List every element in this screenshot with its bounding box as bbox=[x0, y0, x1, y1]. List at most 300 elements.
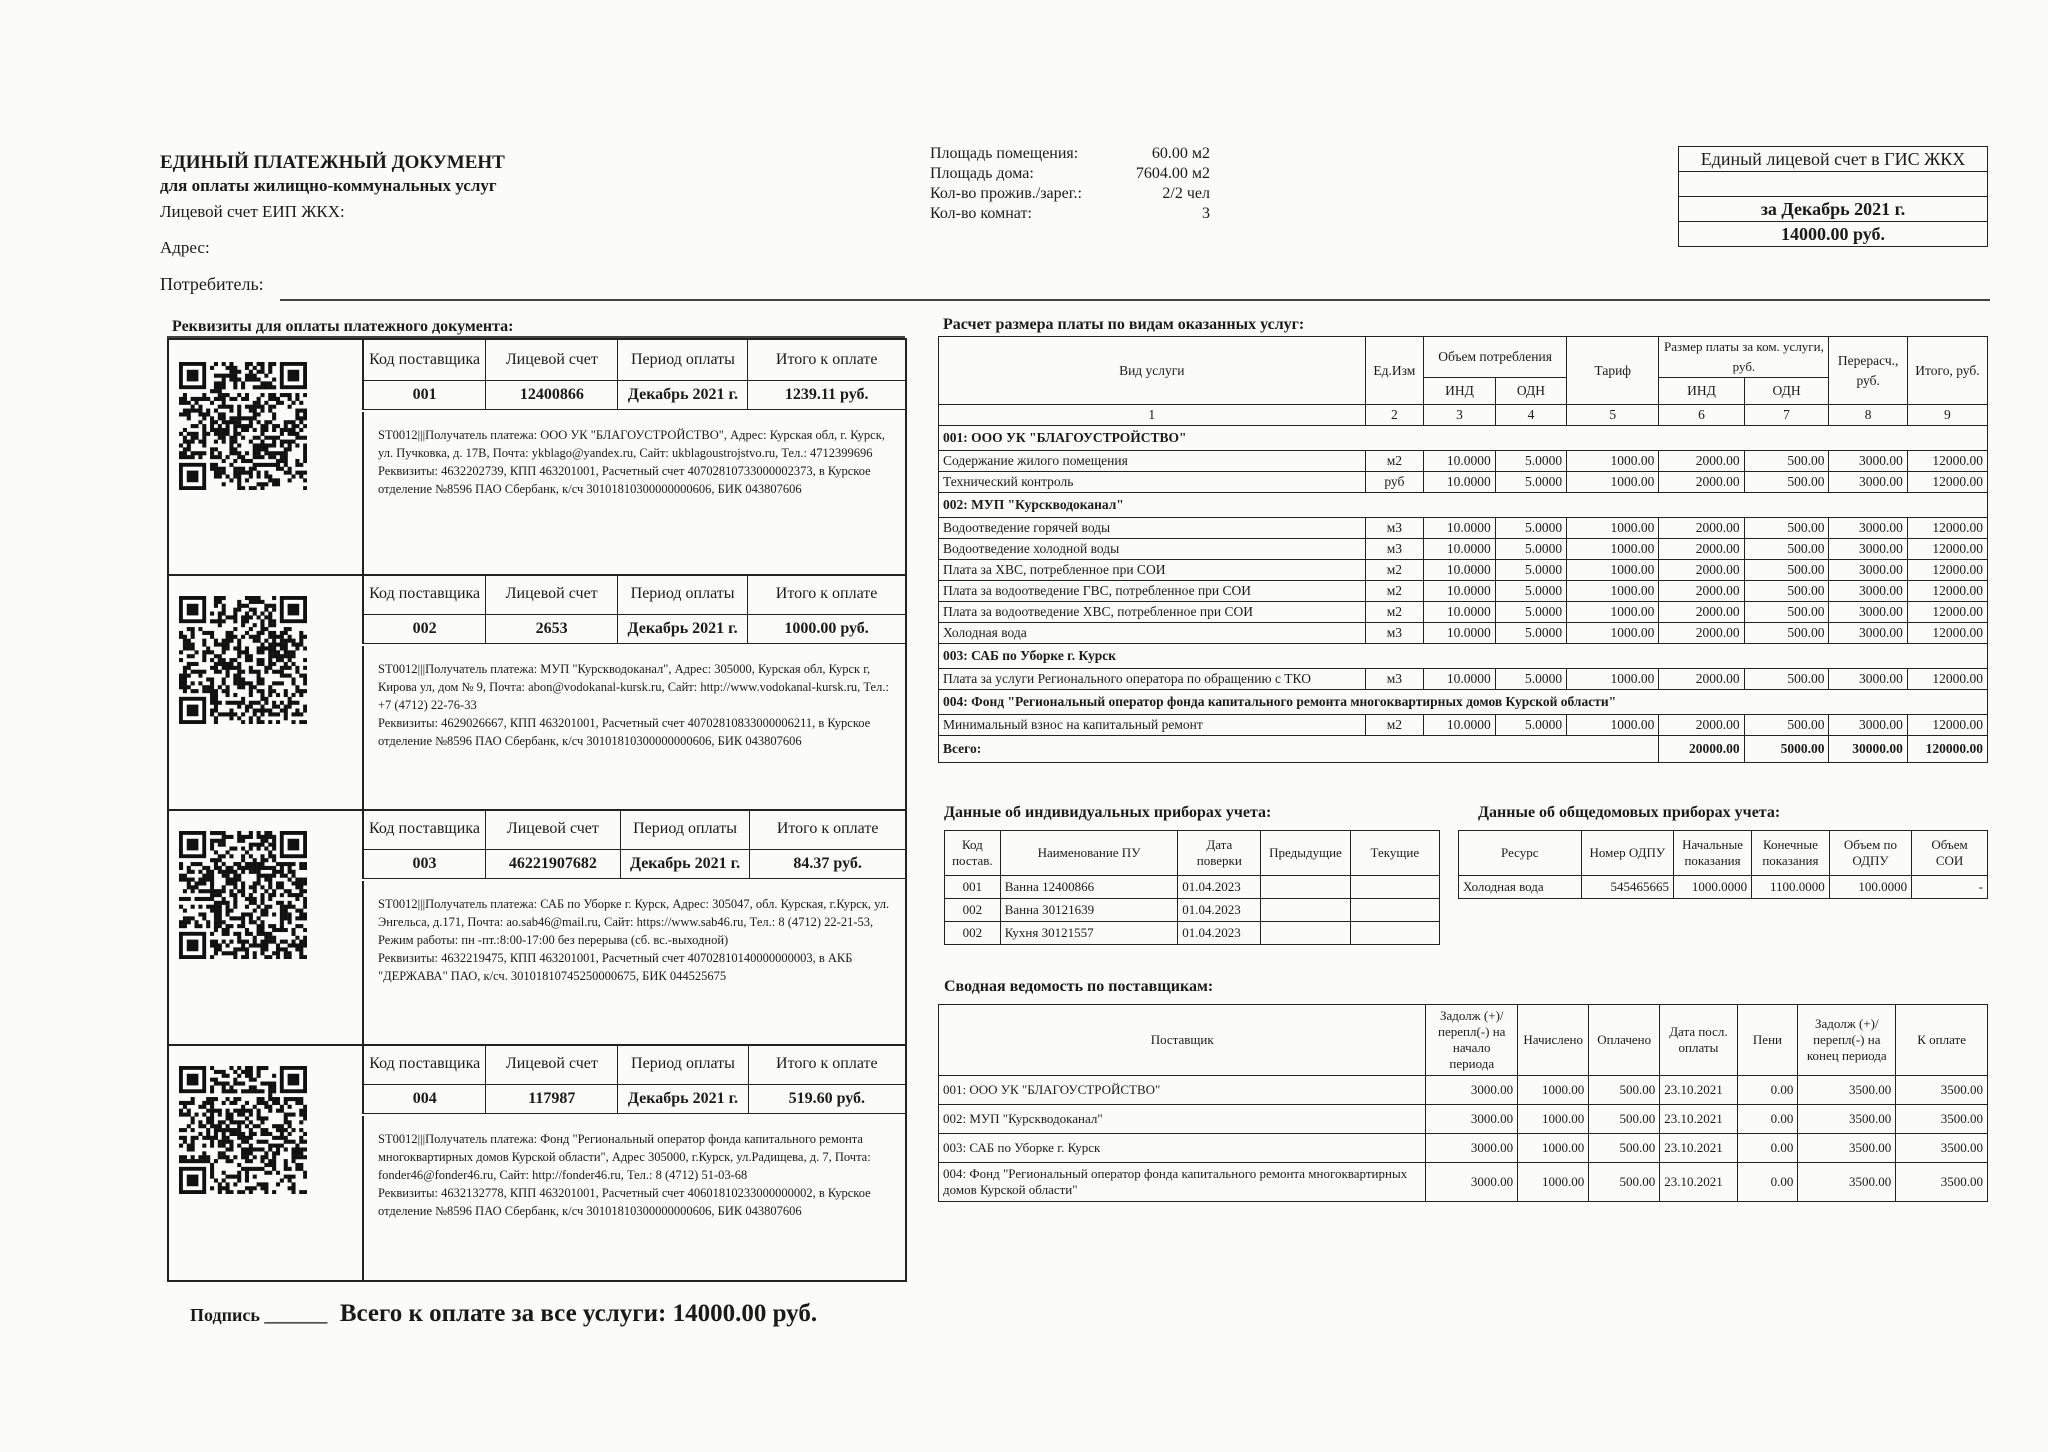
payment-period: Декабрь 2021 г. bbox=[618, 615, 748, 644]
service-cell: 12000.00 bbox=[1907, 518, 1987, 539]
payment-block-header bbox=[362, 340, 905, 410]
service-cell: 2000.00 bbox=[1659, 623, 1744, 644]
account-label: Лицевой счет ЕИП ЖКХ: bbox=[160, 202, 345, 221]
payment-value-row bbox=[363, 1085, 905, 1114]
service-cell: 12000.00 bbox=[1907, 560, 1987, 581]
service-cell: 10.0000 bbox=[1424, 669, 1496, 690]
payment-block-header bbox=[362, 574, 905, 644]
document-title: ЕДИНЫЙ ПЛАТЕЖНЫЙ ДОКУМЕНТ bbox=[160, 152, 505, 173]
col-number: 8 bbox=[1829, 405, 1907, 426]
service-cell: 500.00 bbox=[1744, 715, 1829, 736]
service-row bbox=[939, 472, 1988, 493]
service-row bbox=[939, 539, 1988, 560]
service-cell: Плата за услуги Регионального оператора по обращению с ТКО bbox=[939, 669, 1366, 690]
payment-block bbox=[169, 809, 905, 1046]
premises-value: 3 bbox=[1202, 205, 1210, 222]
th-recalc: Перерасч., руб. bbox=[1829, 337, 1907, 405]
service-cell: 500.00 bbox=[1744, 602, 1829, 623]
service-cell: Холодная вода bbox=[939, 623, 1366, 644]
service-cell: м3 bbox=[1365, 518, 1423, 539]
odpu-cell: 1100.0000 bbox=[1752, 876, 1830, 899]
payment-recipient-info bbox=[362, 412, 905, 574]
service-cell: 12000.00 bbox=[1907, 581, 1987, 602]
service-cell: 3000.00 bbox=[1829, 715, 1907, 736]
summary-cell: 3500.00 bbox=[1896, 1134, 1988, 1163]
service-cell: 500.00 bbox=[1744, 451, 1829, 472]
summary-cell: 23.10.2021 bbox=[1660, 1105, 1737, 1134]
payment-col-header: Лицевой счет bbox=[485, 809, 620, 850]
premises-value: 2/2 чел bbox=[1162, 185, 1210, 202]
premises-value: 7604.00 м2 bbox=[1135, 165, 1210, 182]
payment-col-header: Период оплаты bbox=[618, 574, 748, 615]
summary-cell: 500.00 bbox=[1589, 1134, 1660, 1163]
service-cell: 10.0000 bbox=[1424, 472, 1496, 493]
service-cell: 3000.00 bbox=[1829, 669, 1907, 690]
payment-block-header bbox=[362, 809, 905, 879]
payment-col-header: Итого к оплате bbox=[748, 574, 905, 615]
th-supplier: Поставщик bbox=[939, 1005, 1426, 1076]
document-subtitle: для оплаты жилищно-коммунальных услуг bbox=[160, 176, 497, 195]
payment-block-table bbox=[362, 574, 905, 644]
summary-cell: 0.00 bbox=[1737, 1163, 1798, 1202]
service-row bbox=[939, 669, 1988, 690]
th-odn: ОДН bbox=[1744, 378, 1829, 405]
th-service: Вид услуги bbox=[939, 337, 1366, 405]
service-cell: 12000.00 bbox=[1907, 451, 1987, 472]
payment-code: 001 bbox=[363, 381, 486, 410]
payment-value-row bbox=[363, 381, 905, 410]
service-cell: 2000.00 bbox=[1659, 539, 1744, 560]
service-group-name: 002: МУП "Курскводоканал" bbox=[939, 493, 1988, 518]
th-soi-volume: Объем СОИ bbox=[1912, 831, 1988, 876]
service-cell: 500.00 bbox=[1744, 472, 1829, 493]
th-volume: Объем потребления bbox=[1424, 337, 1567, 378]
summary-cell: 500.00 bbox=[1589, 1163, 1660, 1202]
premises-row bbox=[930, 184, 1210, 204]
service-cell: 5.0000 bbox=[1495, 623, 1566, 644]
col-number: 3 bbox=[1424, 405, 1496, 426]
service-group-row bbox=[939, 426, 1988, 451]
summary-cell: 23.10.2021 bbox=[1660, 1076, 1737, 1105]
service-cell: 500.00 bbox=[1744, 623, 1829, 644]
meter-cell: 002 bbox=[945, 922, 1001, 945]
service-cell: 10.0000 bbox=[1424, 451, 1496, 472]
premises-row bbox=[930, 144, 1210, 164]
service-cell: м2 bbox=[1365, 581, 1423, 602]
service-cell: 12000.00 bbox=[1907, 539, 1987, 560]
service-cell: 10.0000 bbox=[1424, 518, 1496, 539]
service-cell: м3 bbox=[1365, 623, 1423, 644]
footer bbox=[190, 1300, 817, 1328]
th-paid: Оплачено bbox=[1589, 1005, 1660, 1076]
payment-col-header: Код поставщика bbox=[363, 809, 485, 850]
summary-cell: 0.00 bbox=[1737, 1134, 1798, 1163]
meter-cell bbox=[1350, 899, 1439, 922]
summary-row bbox=[939, 1076, 1988, 1105]
odpu-cell: 1000.0000 bbox=[1673, 876, 1751, 899]
meter-cell: Ванна 12400866 bbox=[1000, 876, 1178, 899]
meter-cell bbox=[1261, 922, 1350, 945]
summary-cell: 3500.00 bbox=[1798, 1105, 1896, 1134]
service-cell: 12000.00 bbox=[1907, 669, 1987, 690]
payment-col-header: Лицевой счет bbox=[486, 340, 618, 381]
service-cell: 2000.00 bbox=[1659, 451, 1744, 472]
payment-account: 12400866 bbox=[486, 381, 618, 410]
summary-cell: 0.00 bbox=[1737, 1076, 1798, 1105]
signature-label: Подпись bbox=[190, 1305, 260, 1325]
service-group-name: 001: ООО УК "БЛАГОУСТРОЙСТВО" bbox=[939, 426, 1988, 451]
summary-row bbox=[939, 1134, 1988, 1163]
service-cell: Водоотведение горячей воды bbox=[939, 518, 1366, 539]
payment-recipient-info bbox=[362, 1116, 905, 1280]
premises-row bbox=[930, 164, 1210, 184]
service-cell: 1000.00 bbox=[1567, 623, 1659, 644]
summary-cell: 3000.00 bbox=[1426, 1163, 1518, 1202]
meter-cell bbox=[1350, 876, 1439, 899]
col-number-row bbox=[939, 405, 1988, 426]
premises-label: Площадь дома: bbox=[930, 165, 1034, 182]
payment-col-header: Код поставщика bbox=[363, 574, 486, 615]
th-meter-cur: Текущие bbox=[1350, 831, 1439, 876]
service-cell: 5.0000 bbox=[1495, 472, 1566, 493]
service-row bbox=[939, 623, 1988, 644]
service-cell: 1000.00 bbox=[1567, 715, 1659, 736]
signature-line: _______ bbox=[264, 1305, 328, 1325]
summary-cell: 3500.00 bbox=[1798, 1163, 1896, 1202]
summary-row bbox=[939, 1105, 1988, 1134]
service-cell: м2 bbox=[1365, 715, 1423, 736]
gis-period: за Декабрь 2021 г. bbox=[1679, 197, 1987, 222]
th-start-reading: Начальные показания bbox=[1673, 831, 1751, 876]
service-cell: 3000.00 bbox=[1829, 623, 1907, 644]
service-cell: м3 bbox=[1365, 539, 1423, 560]
summary-cell: 1000.00 bbox=[1518, 1105, 1589, 1134]
service-cell: 1000.00 bbox=[1567, 539, 1659, 560]
service-cell: 3000.00 bbox=[1829, 560, 1907, 581]
meter-cell: 01.04.2023 bbox=[1178, 876, 1261, 899]
service-row bbox=[939, 602, 1988, 623]
service-cell: Плата за ХВС, потребленное при СОИ bbox=[939, 560, 1366, 581]
service-cell: 500.00 bbox=[1744, 581, 1829, 602]
summary-cell: 500.00 bbox=[1589, 1076, 1660, 1105]
gis-title: Единый лицевой счет в ГИС ЖКХ bbox=[1679, 147, 1987, 172]
col-number: 7 bbox=[1744, 405, 1829, 426]
th-penalty: Пени bbox=[1737, 1005, 1798, 1076]
meter-row bbox=[945, 899, 1440, 922]
payment-header-row bbox=[363, 574, 905, 615]
th-odpu-number: Номер ОДПУ bbox=[1581, 831, 1673, 876]
th-odn: ОДН bbox=[1495, 378, 1566, 405]
th-ind: ИНД bbox=[1424, 378, 1496, 405]
service-cell: руб bbox=[1365, 472, 1423, 493]
service-cell: 3000.00 bbox=[1829, 602, 1907, 623]
meter-cell: 002 bbox=[945, 899, 1001, 922]
service-cell: 5.0000 bbox=[1495, 560, 1566, 581]
service-cell: м2 bbox=[1365, 560, 1423, 581]
summary-cell: 001: ООО УК "БЛАГОУСТРОЙСТВО" bbox=[939, 1076, 1426, 1105]
premises-row bbox=[930, 204, 1210, 224]
summary-cell: 1000.00 bbox=[1518, 1134, 1589, 1163]
recipient-text: ST0012|||Получатель платежа: Фонд "Региональный оператор фонда капитального ремонта многоквартирных домов Курской области", Адрес 305000, г.Курск, ул.Радищева, д. 7, Почта: fonder46@fonder46.ru, Сайт: http://fonder46.ru, Тел.: 8 (4712) 51-03-68 bbox=[378, 1132, 871, 1182]
payment-total: 1000.00 руб. bbox=[748, 615, 905, 644]
qr-code bbox=[179, 1066, 307, 1194]
service-cell: 500.00 bbox=[1744, 669, 1829, 690]
service-cell: 5.0000 bbox=[1495, 715, 1566, 736]
service-cell: 1000.00 bbox=[1567, 472, 1659, 493]
service-cell: 2000.00 bbox=[1659, 669, 1744, 690]
summary-cell: 0.00 bbox=[1737, 1105, 1798, 1134]
services-total-value: 5000.00 bbox=[1744, 736, 1829, 763]
premises-value: 60.00 м2 bbox=[1151, 145, 1210, 162]
consumer-label: Потребитель: bbox=[160, 274, 264, 294]
odpu-row bbox=[1459, 876, 1988, 899]
summary-cell: 004: Фонд "Региональный оператор фонда капитального ремонта многоквартирных домов Курской области" bbox=[939, 1163, 1426, 1202]
col-number: 5 bbox=[1567, 405, 1659, 426]
payment-block-header bbox=[362, 1044, 905, 1114]
th-charge: Размер платы за ком. услуги, руб. bbox=[1659, 337, 1829, 378]
payment-block bbox=[169, 340, 905, 576]
service-cell: 1000.00 bbox=[1567, 518, 1659, 539]
payment-col-header: Период оплаты bbox=[618, 1044, 748, 1085]
services-total-value: 30000.00 bbox=[1829, 736, 1907, 763]
col-number: 2 bbox=[1365, 405, 1423, 426]
payment-account: 2653 bbox=[486, 615, 618, 644]
payment-code: 004 bbox=[363, 1085, 486, 1114]
service-group-row bbox=[939, 493, 1988, 518]
service-cell: 3000.00 bbox=[1829, 518, 1907, 539]
grand-total: Всего к оплате за все услуги: 14000.00 руб. bbox=[339, 1300, 818, 1327]
summary-cell: 1000.00 bbox=[1518, 1076, 1589, 1105]
payment-total: 519.60 руб. bbox=[748, 1085, 905, 1114]
consumer-underline bbox=[280, 299, 1990, 301]
services-total-row bbox=[939, 736, 1988, 763]
payment-block-table bbox=[362, 809, 905, 879]
th-meter-date: Дата поверки bbox=[1178, 831, 1261, 876]
premises-label: Кол-во прожив./зарег.: bbox=[930, 185, 1082, 202]
summary-cell: 3500.00 bbox=[1896, 1076, 1988, 1105]
service-cell: 5.0000 bbox=[1495, 602, 1566, 623]
summary-cell: 1000.00 bbox=[1518, 1163, 1589, 1202]
service-cell: 5.0000 bbox=[1495, 518, 1566, 539]
service-cell: 5.0000 bbox=[1495, 451, 1566, 472]
payment-col-header: Период оплаты bbox=[618, 340, 748, 381]
payment-header-row bbox=[363, 1044, 905, 1085]
service-cell: 2000.00 bbox=[1659, 715, 1744, 736]
service-cell: Плата за водоотведение ГВС, потребленное при СОИ bbox=[939, 581, 1366, 602]
meter-cell bbox=[1350, 922, 1439, 945]
service-cell: 10.0000 bbox=[1424, 623, 1496, 644]
meters-ind-table bbox=[944, 830, 1440, 945]
service-group-row bbox=[939, 690, 1988, 715]
th-meter-name: Наименование ПУ bbox=[1000, 831, 1178, 876]
payment-col-header: Период оплаты bbox=[620, 809, 749, 850]
payment-header-row bbox=[363, 809, 905, 850]
payment-period: Декабрь 2021 г. bbox=[618, 381, 748, 410]
service-cell: Содержание жилого помещения bbox=[939, 451, 1366, 472]
payment-account: 46221907682 bbox=[485, 850, 620, 879]
summary-cell: 002: МУП "Курскводоканал" bbox=[939, 1105, 1426, 1134]
gis-account bbox=[1679, 172, 1987, 197]
service-cell: 10.0000 bbox=[1424, 539, 1496, 560]
gis-account-box bbox=[1678, 146, 1988, 247]
meter-cell bbox=[1261, 899, 1350, 922]
service-cell: 5.0000 bbox=[1495, 669, 1566, 690]
gis-total: 14000.00 руб. bbox=[1780, 224, 1886, 244]
qr-code bbox=[179, 831, 307, 959]
payment-recipient-info bbox=[362, 881, 905, 1044]
payment-total: 84.37 руб. bbox=[750, 850, 905, 879]
service-cell: Технический контроль bbox=[939, 472, 1366, 493]
service-cell: Минимальный взнос на капитальный ремонт bbox=[939, 715, 1366, 736]
service-cell: Водоотведение холодной воды bbox=[939, 539, 1366, 560]
payment-col-header: Итого к оплате bbox=[750, 809, 905, 850]
recipient-text: ST0012|||Получатель платежа: ООО УК "БЛАГОУСТРОЙСТВО", Адрес: Курская обл, г. Курск, ул. Пучковка, д. 17В, Почта: ykblago@yandex.ru, Сайт: ukblagoustrojstvo.ru, Тел.: 4712399696 bbox=[378, 428, 885, 460]
payment-block-table bbox=[362, 340, 905, 410]
premises-info bbox=[930, 144, 1210, 224]
meters-common-title: Данные об общедомовых приборах учета: bbox=[1478, 804, 1781, 821]
payment-block bbox=[169, 1044, 905, 1280]
services-total-label: Всего: bbox=[939, 736, 1659, 763]
payment-total: 1239.11 руб. bbox=[748, 381, 905, 410]
th-unit: Ед.Изм bbox=[1365, 337, 1423, 405]
th-resource: Ресурс bbox=[1459, 831, 1582, 876]
summary-cell: 3000.00 bbox=[1426, 1076, 1518, 1105]
bank-details: Реквизиты: 4629026667, КПП 463201001, Расчетный счет 40702810833000006211, в Курское отделение №8596 ПАО Сбербанк, к/сч 30101810300000000606, БИК 043807606 bbox=[378, 716, 871, 748]
service-group-row bbox=[939, 644, 1988, 669]
service-cell: 1000.00 bbox=[1567, 560, 1659, 581]
payment-blocks bbox=[167, 338, 907, 1282]
summary-title: Сводная ведомость по поставщикам: bbox=[944, 978, 1214, 995]
services-total-value: 120000.00 bbox=[1907, 736, 1987, 763]
col-number: 4 bbox=[1495, 405, 1566, 426]
service-cell: 2000.00 bbox=[1659, 602, 1744, 623]
summary-cell: 3500.00 bbox=[1896, 1163, 1988, 1202]
summary-row bbox=[939, 1163, 1988, 1202]
service-cell: 2000.00 bbox=[1659, 472, 1744, 493]
odpu-cell: 100.0000 bbox=[1829, 876, 1911, 899]
service-group-name: 003: САБ по Уборке г. Курск bbox=[939, 644, 1988, 669]
calc-title: Расчет размера платы по видам оказанных услуг: bbox=[943, 316, 1305, 333]
payment-col-header: Лицевой счет bbox=[486, 1044, 618, 1085]
payment-recipient-info bbox=[362, 646, 905, 809]
qr-code bbox=[179, 596, 307, 724]
meter-cell: Кухня 30121557 bbox=[1000, 922, 1178, 945]
payment-value-row bbox=[363, 850, 905, 879]
service-cell: 5.0000 bbox=[1495, 581, 1566, 602]
service-cell: 12000.00 bbox=[1907, 715, 1987, 736]
odpu-cell: Холодная вода bbox=[1459, 876, 1582, 899]
th-last-pay-date: Дата посл. оплаты bbox=[1660, 1005, 1737, 1076]
service-row bbox=[939, 560, 1988, 581]
service-cell: м2 bbox=[1365, 451, 1423, 472]
payment-account: 117987 bbox=[486, 1085, 618, 1114]
service-cell: 3000.00 bbox=[1829, 451, 1907, 472]
th-meter-prev: Предыдущие bbox=[1261, 831, 1350, 876]
service-cell: 12000.00 bbox=[1907, 602, 1987, 623]
meter-row bbox=[945, 876, 1440, 899]
odpu-cell: 545465665 bbox=[1581, 876, 1673, 899]
th-to-pay: К оплате bbox=[1896, 1005, 1988, 1076]
th-charged: Начислено bbox=[1518, 1005, 1589, 1076]
payment-col-header: Итого к оплате bbox=[748, 340, 905, 381]
bank-details: Реквизиты: 4632132778, КПП 463201001, Расчетный счет 40601810233000000002, в Курское отделение №8596 ПАО Сбербанк, к/сч 30101810300000000606, БИК 043807606 bbox=[378, 1186, 871, 1218]
service-cell: 1000.00 bbox=[1567, 602, 1659, 623]
service-cell: 10.0000 bbox=[1424, 560, 1496, 581]
service-cell: 1000.00 bbox=[1567, 451, 1659, 472]
col-number: 9 bbox=[1907, 405, 1987, 426]
service-cell: 2000.00 bbox=[1659, 581, 1744, 602]
payment-code: 003 bbox=[363, 850, 485, 879]
service-cell: Плата за водоотведение ХВС, потребленное при СОИ bbox=[939, 602, 1366, 623]
service-cell: 3000.00 bbox=[1829, 581, 1907, 602]
summary-cell: 003: САБ по Уборке г. Курск bbox=[939, 1134, 1426, 1163]
premises-label: Кол-во комнат: bbox=[930, 205, 1032, 222]
payment-code: 002 bbox=[363, 615, 486, 644]
service-cell: 1000.00 bbox=[1567, 581, 1659, 602]
address-label: Адрес: bbox=[160, 238, 210, 257]
service-cell: 2000.00 bbox=[1659, 560, 1744, 581]
summary-cell: 3500.00 bbox=[1896, 1105, 1988, 1134]
meter-cell bbox=[1261, 876, 1350, 899]
payment-block-table bbox=[362, 1044, 905, 1114]
th-tariff: Тариф bbox=[1567, 337, 1659, 405]
service-cell: 10.0000 bbox=[1424, 715, 1496, 736]
payment-col-header: Код поставщика bbox=[363, 340, 486, 381]
bank-details: Реквизиты: 4632202739, КПП 463201001, Расчетный счет 40702810733000002373, в Курское отделение №8596 ПАО Сбербанк, к/сч 30101810300000000606, БИК 043807606 bbox=[378, 464, 871, 496]
th-total: Итого, руб. bbox=[1907, 337, 1987, 405]
services-table bbox=[938, 336, 1988, 763]
payment-header-row bbox=[363, 340, 905, 381]
service-cell: 10.0000 bbox=[1424, 581, 1496, 602]
summary-cell: 500.00 bbox=[1589, 1105, 1660, 1134]
service-cell: 12000.00 bbox=[1907, 623, 1987, 644]
service-row bbox=[939, 451, 1988, 472]
meter-cell: 01.04.2023 bbox=[1178, 899, 1261, 922]
meter-cell: 001 bbox=[945, 876, 1001, 899]
summary-cell: 3000.00 bbox=[1426, 1105, 1518, 1134]
recipient-text: ST0012|||Получатель платежа: МУП "Курскводоканал", Адрес: 305000, Курская обл, Курск г, Кирова ул, дом № 9, Почта: abon@vodokanal-kursk.ru, Сайт: http://www.vodokanal-kursk.ru, Тел.: +7 (4712) 22-76-33 bbox=[378, 662, 889, 712]
meter-row bbox=[945, 922, 1440, 945]
payment-col-header: Лицевой счет bbox=[486, 574, 618, 615]
service-cell: м2 bbox=[1365, 602, 1423, 623]
payment-block bbox=[169, 574, 905, 811]
th-end-reading: Конечные показания bbox=[1752, 831, 1830, 876]
service-group-name: 004: Фонд "Региональный оператор фонда капитального ремонта многоквартирных домов Курской области" bbox=[939, 690, 1988, 715]
payment-period: Декабрь 2021 г. bbox=[620, 850, 749, 879]
service-cell: 12000.00 bbox=[1907, 472, 1987, 493]
th-debt-start: Задолж (+)/ перепл(-) на начало периода bbox=[1426, 1005, 1518, 1076]
th-meter-code: Код постав. bbox=[945, 831, 1001, 876]
service-cell: 500.00 bbox=[1744, 539, 1829, 560]
service-cell: 5.0000 bbox=[1495, 539, 1566, 560]
payment-col-header: Код поставщика bbox=[363, 1044, 486, 1085]
bank-details: Реквизиты: 4632219475, КПП 463201001, Расчетный счет 40702810140000000003, в АКБ "ДЕРЖАВА" ПАО, к/сч. 30101810745250000675, БИК 044525675 bbox=[378, 951, 853, 983]
service-cell: 3000.00 bbox=[1829, 539, 1907, 560]
summary-table bbox=[938, 1004, 1988, 1202]
meters-ind-title: Данные об индивидуальных приборах учета: bbox=[944, 804, 1272, 821]
meters-common-table bbox=[1458, 830, 1988, 899]
service-cell: м3 bbox=[1365, 669, 1423, 690]
th-debt-end: Задолж (+)/ перепл(-) на конец периода bbox=[1798, 1005, 1896, 1076]
recipient-text: ST0012|||Получатель платежа: САБ по Уборке г. Курск, Адрес: 305047, обл. Курская, г.Курск, ул. Энгельса, д.171, Почта: ao.sab46@mail.ru, Сайт: https://www.sab46.ru, Тел.: 8 (4712) 22-21-53, Режим работы: пн -пт.:8:00-17:00 без перерыва (сб. вс.-выходной) bbox=[378, 897, 890, 947]
th-odpu-volume: Объем по ОДПУ bbox=[1829, 831, 1911, 876]
payment-section-title: Реквизиты для оплаты платежного документа: bbox=[172, 318, 514, 335]
summary-cell: 23.10.2021 bbox=[1660, 1163, 1737, 1202]
service-row bbox=[939, 518, 1988, 539]
payment-period: Декабрь 2021 г. bbox=[618, 1085, 748, 1114]
odpu-cell: - bbox=[1912, 876, 1988, 899]
services-total-value: 20000.00 bbox=[1659, 736, 1744, 763]
